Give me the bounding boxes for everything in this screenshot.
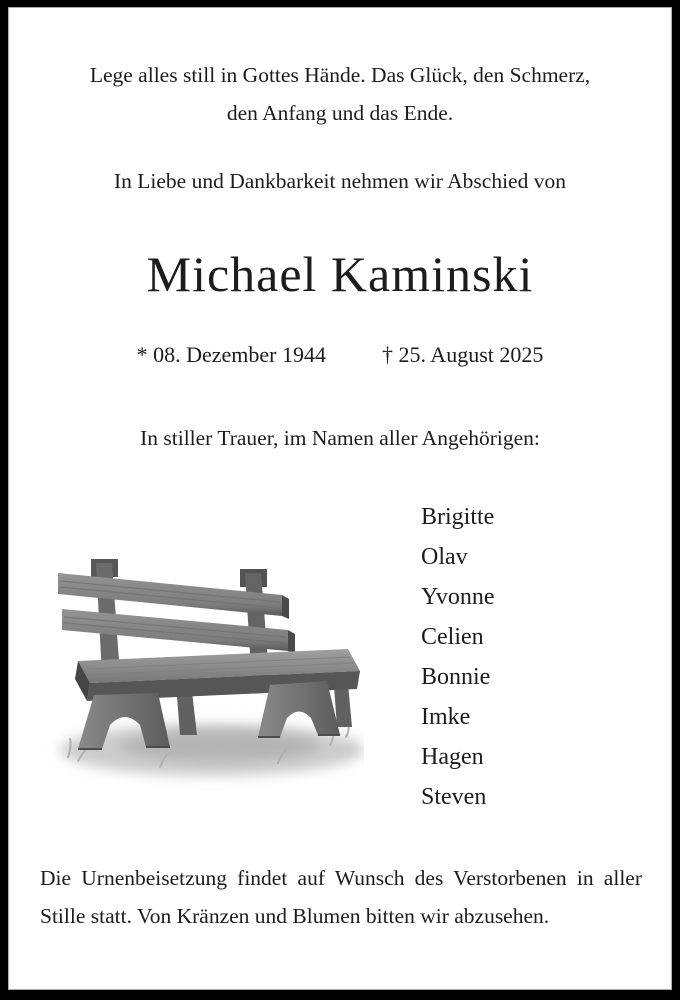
epigraph [8, 56, 672, 132]
mourner-name: Steven [421, 784, 487, 810]
life-dates [8, 341, 672, 369]
mourner-name: Yvonne [421, 584, 495, 610]
death-date: † 25. August 2025 [382, 342, 544, 367]
park-bench-illustration [30, 523, 364, 785]
deceased-name: Michael Kaminski [146, 246, 534, 302]
birth-date: * 08. Dezember 1944 [136, 342, 327, 367]
mourner-name: Celien [421, 624, 484, 650]
closing-paragraph: Die Urnenbeisetzung findet auf Wunsch des Verstorbenen in aller Stille statt. Von Kränzen und Blumen bitten wir abzusehen. [40, 866, 642, 928]
mourner-name: Imke [421, 704, 471, 730]
mourner-name: Hagen [421, 744, 484, 770]
mourning-intro: In stiller Trauer, im Namen aller Angehörigen: [140, 426, 540, 450]
mourner-name: Brigitte [421, 504, 495, 530]
epigraph-line: Lege alles still in Gottes Hände. Das Glück, den Schmerz, [89, 63, 591, 87]
notice-panel [8, 7, 672, 990]
intro-line: In Liebe und Dankbarkeit nehmen wir Abschied von [114, 169, 566, 193]
epigraph-line: den Anfang und das Ende. [226, 101, 454, 125]
park-bench-drawing [30, 523, 364, 785]
mourner-name: Olav [421, 544, 468, 570]
mourners-list [421, 497, 495, 817]
mourner-name: Bonnie [421, 664, 491, 690]
